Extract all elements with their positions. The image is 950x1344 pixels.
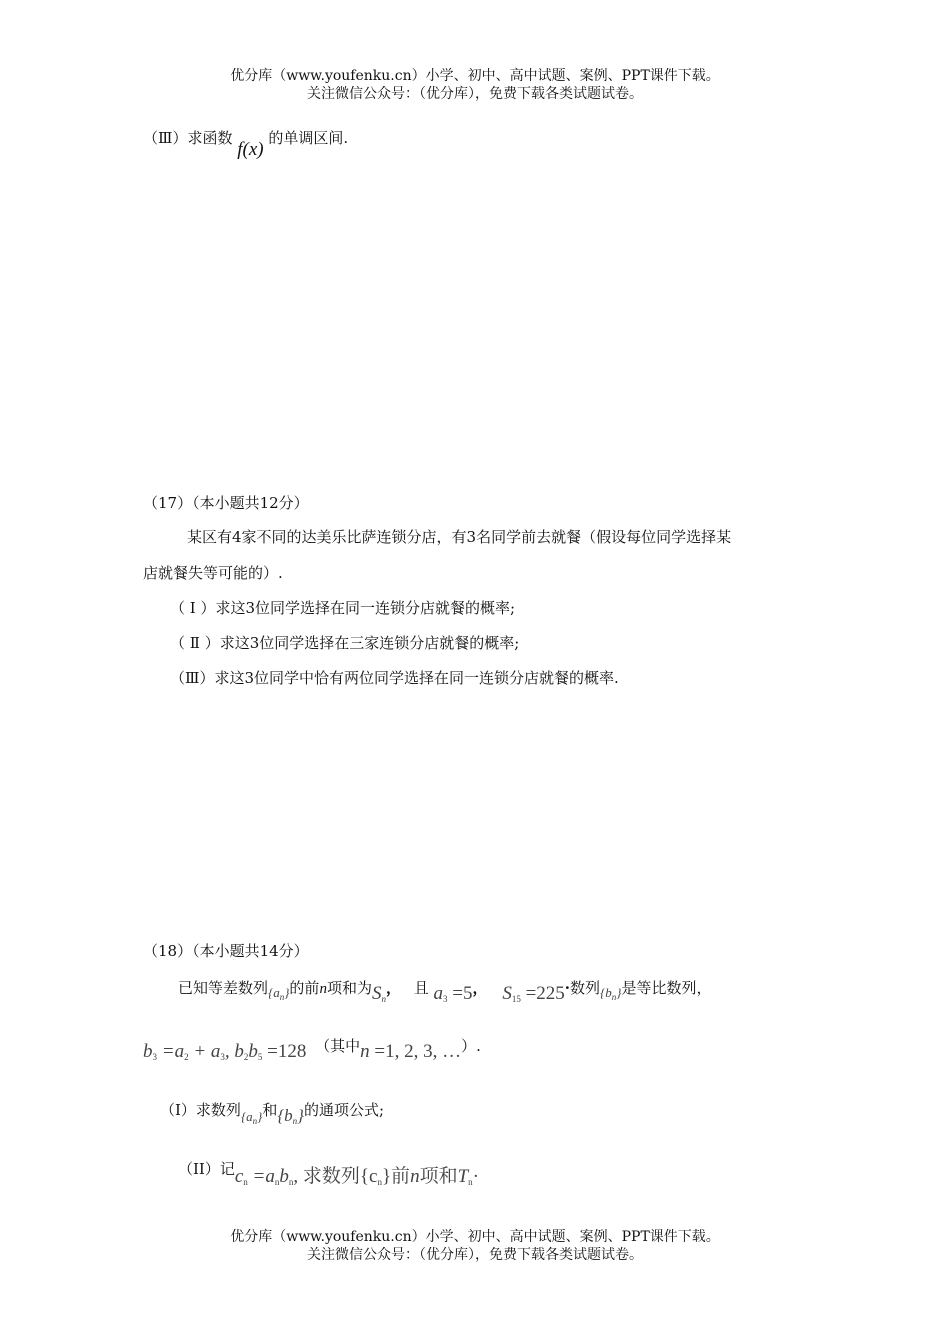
q18-stem-line-1 — [178, 978, 711, 1003]
q18-part1-and: 和 — [262, 1101, 278, 1119]
q18-a3-eq: $a_3 =5$ — [433, 983, 473, 1004]
q18-part2-formula: $c_n =a_nb_n$, 求数列$\{c_n\}$前n项和$T_n\cdot$ — [234, 1166, 479, 1187]
q18-text-sum: 项和为 — [326, 979, 372, 997]
q18-comma-1: ， — [385, 979, 401, 997]
q18-n-values: n =1, 2, 3, … — [360, 1041, 462, 1062]
page-footer-line-1: 优分库（www.youfenku.cn）小学、初中、高中试题、案例、PPT课件下载。 — [230, 1229, 720, 1245]
q18-heading: （18）（本小题共14分） — [143, 942, 309, 960]
q18-dot: · — [564, 979, 571, 997]
q18-part-1 — [160, 1100, 384, 1125]
q16-part3-function: f(x) — [237, 139, 264, 160]
q18-part2-prefix: （II）记 — [178, 1160, 235, 1178]
q18-part1-prefix: （I）求数列 — [160, 1101, 241, 1119]
q18-text-first: 的前 — [289, 979, 320, 997]
q16-part3-prefix: （Ⅲ）求函数 — [143, 129, 233, 147]
q16-part3-suffix: 的单调区间. — [268, 129, 349, 147]
q18-part1-seq-b: $\{b_n\}$ — [277, 1106, 304, 1126]
q18-part1-seq-a: $\{a_n\}$ — [240, 1109, 263, 1126]
q18-seq-b: $\{b_n\}$ — [600, 985, 622, 1002]
q18-paren-close: ）. — [461, 1037, 481, 1055]
q18-text-given-arith: 已知等差数列 — [178, 979, 269, 997]
q18-text-seq: 数列 — [570, 979, 601, 997]
q18-part-2 — [178, 1159, 479, 1187]
q18-b-relations: $b_3 =a_2 + a_3$, $b_2b_5 =128$ — [143, 1041, 307, 1062]
page-header-line-2: 关注微信公众号：（优分库），免费下载各类试题试卷。 — [307, 86, 643, 102]
q18-seq-a: $\{a_n\}$ — [268, 985, 290, 1002]
q17-stem-line-1: 某区有4家不同的达美乐比萨连锁分店，有3名同学前去就餐（假设每位同学选择某 — [187, 528, 732, 546]
q18-comma-2: ， — [472, 979, 488, 997]
q17-stem-line-2: 店就餐失等可能的）. — [143, 564, 283, 582]
q18-part1-suffix: 的通项公式; — [303, 1101, 385, 1119]
q18-S-n: $S_n$ — [371, 983, 386, 1004]
q18-S15-eq: $S_{15} =225$ — [502, 983, 565, 1004]
q18-text-geometric: 是等比数列， — [621, 979, 712, 997]
page-header-line-1: 优分库（www.youfenku.cn）小学、初中、高中试题、案例、PPT课件下载。 — [230, 68, 720, 84]
q16-part3 — [143, 128, 349, 160]
q17-part-3: （Ⅲ）求这3位同学中恰有两位同学选择在同一连锁分店就餐的概率. — [170, 669, 619, 687]
q17-heading: （17）（本小题共12分） — [143, 494, 309, 512]
q18-paren-open: （其中 — [315, 1037, 361, 1055]
q18-stem-line-2 — [143, 1037, 481, 1067]
q17-part-1: （ Ⅰ ）求这3位同学选择在同一连锁分店就餐的概率; — [170, 599, 516, 617]
q17-part-2: （ Ⅱ ）求这3位同学选择在三家连锁分店就餐的概率; — [170, 634, 520, 652]
page-footer-line-2: 关注微信公众号：（优分库），免费下载各类试题试卷。 — [307, 1247, 643, 1263]
q18-text-and: 且 — [413, 979, 429, 997]
q18-n: n — [319, 981, 327, 997]
